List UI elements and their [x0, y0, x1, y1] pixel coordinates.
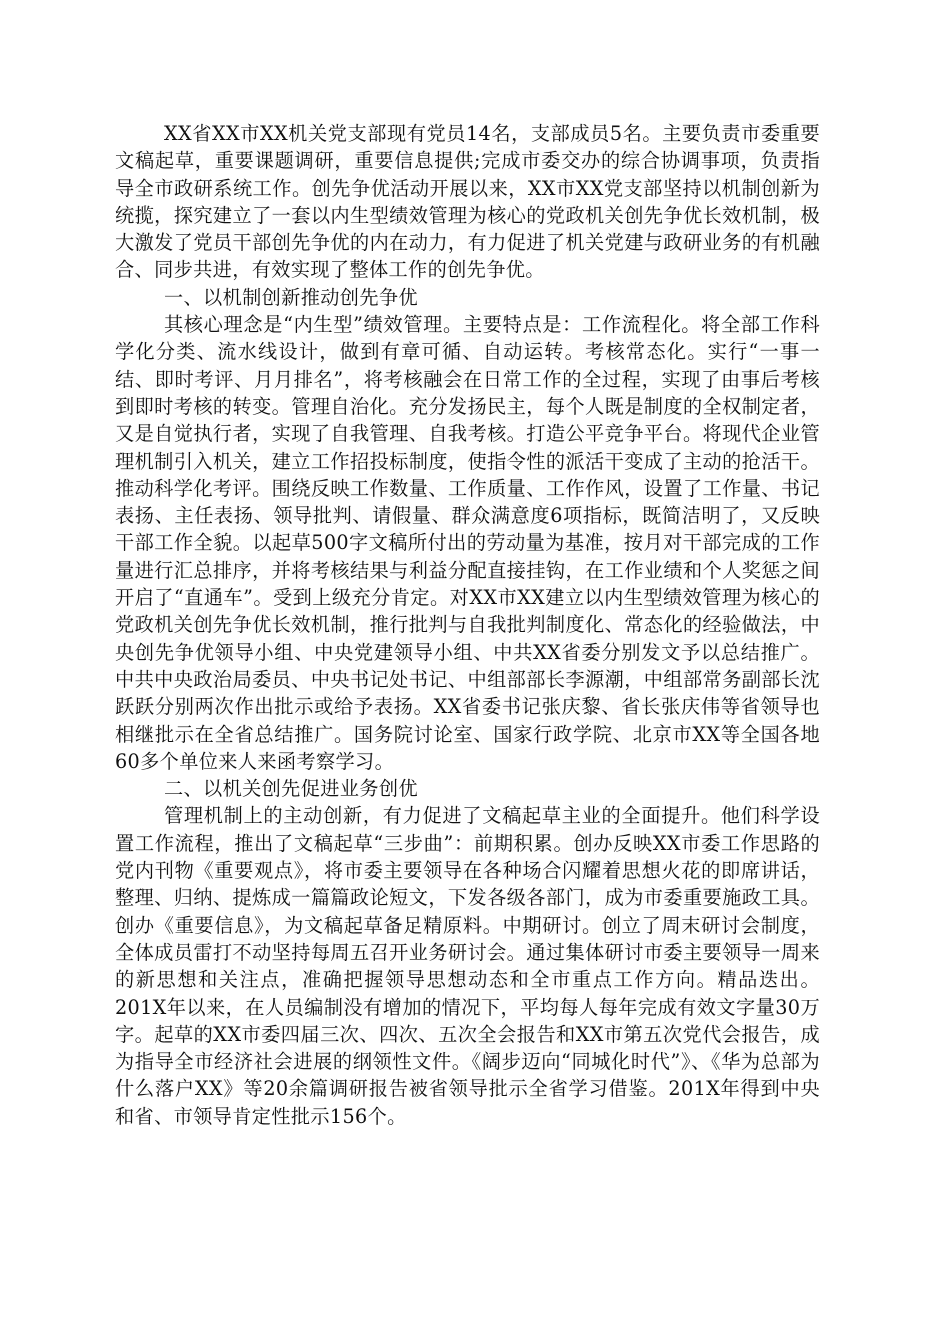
- section-2-paragraph: 管理机制上的主动创新，有力促进了文稿起草主业的全面提升。他们科学设置工作流程，推出了文稿起草“三步曲”：前期积累。创办反映XX市委工作思路的党内刊物《重要观点》，将市委主要领导在各种场合闪耀着思想火花的即席讲话，整理、归纳、提炼成一篇篇政论短文，下发各级各部门，成为市委重要施政工具。创办《重要信息》，为文稿起草备足精原料。中期研讨。创立了周末研讨会制度，全体成员雷打不动坚持每周五召开业务研讨会。通过集体研讨市委主要领导一周来的新思想和关注点，准确把握领导思想动态和全市重点工作方向。精品迭出。201X年以来，在人员编制没有增加的情况下，平均每人每年完成有效文字量30万字。起草的XX市委四届三次、四次、五次全会报告和XX市第五次党代会报告，成为指导全市经济社会进展的纲领性文件。《阔步迈向“同城化时代”》、《华为总部为什么落户XX》等20余篇调研报告被省领导批示全省学习借鉴。201X年得到中央和省、市领导肯定性批示156个。: [115, 804, 820, 1128]
- section-heading-2: 二、以机关创先促进业务创优: [163, 777, 418, 801]
- intro-paragraph: XX省XX市XX机关党支部现有党员14名，支部成员5名。主要负责市委重要文稿起草，重要课题调研，重要信息提供;完成市委交办的综合协调事项，负责指导全市政研系统工作。创先争优活动开展以来，XX市XX党支部坚持以机制创新为统揽，探究建立了一套以内生型绩效管理为核心的党政机关创先争优长效机制，极大激发了党员干部创先争优的内在动力，有力促进了机关党建与政研业务的有机融合、同步共进，有效实现了整体工作的创先争优。: [115, 122, 820, 282]
- section-heading-1: 一、以机制创新推动创先争优: [163, 285, 418, 309]
- section-1-paragraph: 其核心理念是“内生型”绩效管理。主要特点是：工作流程化。将全部工作科学化分类、流水线设计，做到有章可循、自动运转。考核常态化。实行“一事一结、即时考评、月月排名”，将考核融会在日常工作的全过程，实现了由事后考核到即时考核的转变。管理自治化。充分发扬民主，每个人既是制度的全权制定者，又是自觉执行者，实现了自我管理、自我考核。打造公平竞争平台。将现代企业管理机制引入机关，建立工作招投标制度，使指令性的派活干变成了主动的抢活干。推动科学化考评。围绕反映工作数量、工作质量、工作作风，设置了工作量、书记表扬、主任表扬、领导批判、请假量、群众满意度6项指标，既简洁明了，又反映干部工作全貌。以起草500字文稿所付出的劳动量为基准，按月对干部完成的工作量进行汇总排序，并将考核结果与利益分配直接挂钩，在工作业绩和个人奖惩之间开启了“直通车”。受到上级充分肯定。对XX市XX建立以内生型绩效管理为核心的党政机关创先争优长效机制，推行批判与自我批判制度化、常态化的经验做法，中央创先争优领导小组、中央党建领导小组、中共XX省委分别发文予以总结推广。中共中央政治局委员、中央书记处书记、中组部部长李源潮，中组部常务副部长沈跃跃分别两次作出批示或给予表扬。XX省委书记张庆黎、省长张庆伟等省领导也相继批示在全省总结推广。国务院讨论室、国家行政学院、北京市XX等全国各地60多个单位来人来函考察学习。: [115, 313, 820, 773]
- document-body: [115, 120, 820, 1130]
